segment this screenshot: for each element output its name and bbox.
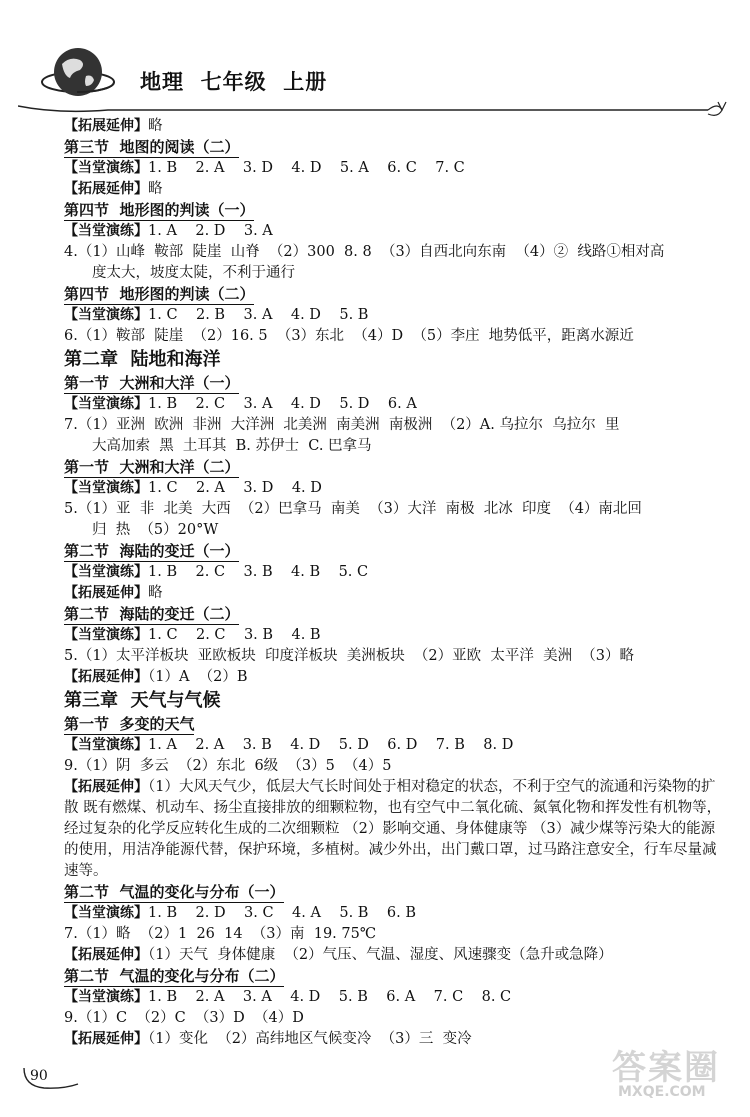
answer-line: 9.（1）阴 多云 （2）东北 6级 （3）5 （4）5 <box>64 758 392 774</box>
section-heading-text: 第四节 地形图的判读（二） <box>64 285 254 305</box>
header-title: 地理 七年级 上册 <box>140 70 328 94</box>
answer-text: 略 <box>148 181 163 197</box>
answer-line <box>64 179 724 200</box>
globe-icon <box>40 42 116 104</box>
answer-line <box>64 945 724 966</box>
answer-text: 略 <box>148 585 163 601</box>
answer-tag: 【当堂演练】 <box>64 627 148 643</box>
section-heading-text: 第二节 气温的变化与分布（二） <box>64 967 284 987</box>
answer-line <box>64 625 724 646</box>
answer-tag: 【当堂演练】 <box>64 989 148 1005</box>
section-heading-text: 第一节 大洲和大洋（二） <box>64 458 239 478</box>
answer-line <box>64 221 724 242</box>
answer-line: 5.（1）亚 非 北美 大西 （2）巴拿马 南美 （3）大洋 南极 北冰 印度 （4）南北回 <box>64 501 642 517</box>
section-heading-text: 第二节 海陆的变迁（一） <box>64 542 239 562</box>
answer-tag: 【当堂演练】 <box>64 480 148 496</box>
answer-line: 归 热 （5）20°W <box>92 522 219 538</box>
answer-tag: 【拓展延伸】 <box>64 118 148 134</box>
section-heading <box>64 373 724 394</box>
section-heading <box>64 200 724 221</box>
answer-text: 1. C 2. A 3. D 4. D <box>148 480 322 496</box>
answer-line <box>64 305 724 326</box>
answer-line <box>64 735 724 756</box>
answer-line: 9.（1）C （2）C （3）D （4）D <box>64 1010 304 1026</box>
answer-line: 6.（1）鞍部 陡崖 （2）16. 5 （3）东北 （4）D （5）李庄 地势低平，距离水源近 <box>64 328 634 344</box>
answer-line <box>64 667 724 688</box>
answer-text: 1. B 2. D 3. C 4. A 5. B 6. B <box>148 905 417 921</box>
answer-line <box>64 394 724 415</box>
answer-text: 1. B 2. A 3. A 4. D 5. B 6. A 7. C 8. C <box>148 989 512 1005</box>
section-heading <box>64 604 724 625</box>
answer-text: （1）天气 身体健康 （2）气压、气温、湿度、风速骤变（急升或急降） <box>148 947 613 963</box>
section-heading <box>64 284 724 305</box>
answer-tag: 【当堂演练】 <box>64 737 148 753</box>
answer-line <box>64 987 724 1008</box>
answer-paragraph <box>64 777 724 882</box>
answer-tag: 【拓展延伸】 <box>64 1031 148 1047</box>
answer-tag: 【拓展延伸】 <box>64 669 148 685</box>
answer-text: 1. A 2. D 3. A <box>148 223 273 239</box>
page-curl-ornament <box>20 1060 80 1090</box>
answer-tag: 【当堂演练】 <box>64 307 148 323</box>
page-number: 90 <box>30 1068 48 1084</box>
answer-line <box>64 478 724 499</box>
answer-text: 1. B 2. A 3. D 4. D 5. A 6. C 7. C <box>148 160 465 176</box>
answer-line <box>64 158 724 179</box>
watermark-logo: 答案圈 <box>612 1048 720 1088</box>
section-heading-text: 第二节 海陆的变迁（二） <box>64 605 239 625</box>
answer-tag: 【拓展延伸】 <box>64 181 148 197</box>
answer-line: 度太大，坡度太陡，不利于通行 <box>92 265 295 281</box>
section-heading-text: 第三节 地图的阅读（二） <box>64 138 239 158</box>
section-heading-text: 第一节 大洲和大洋（一） <box>64 374 239 394</box>
answer-line <box>64 116 724 137</box>
answer-line: 5.（1）太平洋板块 亚欧板块 印度洋板块 美洲板块 （2）亚欧 太平洋 美洲 （3）略 <box>64 648 635 664</box>
answer-text: （1）大风天气少，低层大气长时间处于相对稳定的状态，不利于空气的流通和污染物的扩散 既有燃煤、机动车、扬尘直接排放的细颗粒物，也有空气中二氧化硫、氮氧化物和挥发性有机物等，经过复杂的化学反应转化生成的二次细颗粒 （2）影响交通、身体健康等 （3）减少煤等污染大的能源的使用，用洁净能源代替，保护环境，多植树。减少外出，出门戴口罩，过马路注意安全，行车尽量减速等。 <box>64 779 722 879</box>
chapter-heading: 第三章 天气与气候 <box>64 690 221 711</box>
answer-line <box>64 562 724 583</box>
answer-tag: 【当堂演练】 <box>64 564 148 580</box>
answer-tag: 【当堂演练】 <box>64 160 148 176</box>
answer-line <box>64 903 724 924</box>
answer-line: 7.（1）略 （2）1 26 14 （3）南 19. 75℃ <box>64 926 377 942</box>
watermark <box>612 1040 742 1110</box>
section-heading <box>64 966 724 987</box>
answer-text: （1）变化 （2）高纬地区气候变冷 （3）三 变冷 <box>148 1031 472 1047</box>
page-header <box>0 0 750 120</box>
answer-text: 1. B 2. C 3. B 4. B 5. C <box>148 564 369 580</box>
answer-text: 1. B 2. C 3. A 4. D 5. D 6. A <box>148 396 417 412</box>
chapter-heading: 第二章 陆地和海洋 <box>64 349 221 370</box>
answer-tag: 【拓展延伸】 <box>64 779 148 795</box>
answer-line: 大高加索 黑 土耳其 B. 苏伊士 C. 巴拿马 <box>92 438 372 454</box>
section-heading-text: 第四节 地形图的判读（一） <box>64 201 254 221</box>
answer-tag: 【拓展延伸】 <box>64 585 148 601</box>
section-heading <box>64 137 724 158</box>
answer-content <box>64 116 724 1050</box>
watermark-url: MXQE.COM <box>618 1084 706 1100</box>
section-heading <box>64 882 724 903</box>
section-heading <box>64 457 724 478</box>
answer-text: 1. C 2. C 3. B 4. B <box>148 627 321 643</box>
section-heading <box>64 714 724 735</box>
answer-line <box>64 583 724 604</box>
section-heading-text: 第二节 气温的变化与分布（一） <box>64 883 284 903</box>
answer-tag: 【当堂演练】 <box>64 905 148 921</box>
section-heading <box>64 541 724 562</box>
answer-tag: 【当堂演练】 <box>64 223 148 239</box>
answer-tag: 【当堂演练】 <box>64 396 148 412</box>
answer-text: 略 <box>148 118 163 134</box>
answer-text: 1. C 2. B 3. A 4. D 5. B <box>148 307 369 323</box>
answer-line: 4.（1）山峰 鞍部 陡崖 山脊 （2）300 8. 8 （3）自西北向东南 （4）② 线路①相对高 <box>64 244 665 260</box>
answer-text: （1）A （2）B <box>148 669 248 685</box>
answer-text: 1. A 2. A 3. B 4. D 5. D 6. D 7. B 8. D <box>148 737 514 753</box>
answer-line: 7.（1）亚洲 欧洲 非洲 大洋洲 北美洲 南美洲 南极洲 （2）A. 乌拉尔 乌拉尔 里 <box>64 417 620 433</box>
answer-tag: 【拓展延伸】 <box>64 947 148 963</box>
section-heading-text: 第一节 多变的天气 <box>64 715 194 735</box>
